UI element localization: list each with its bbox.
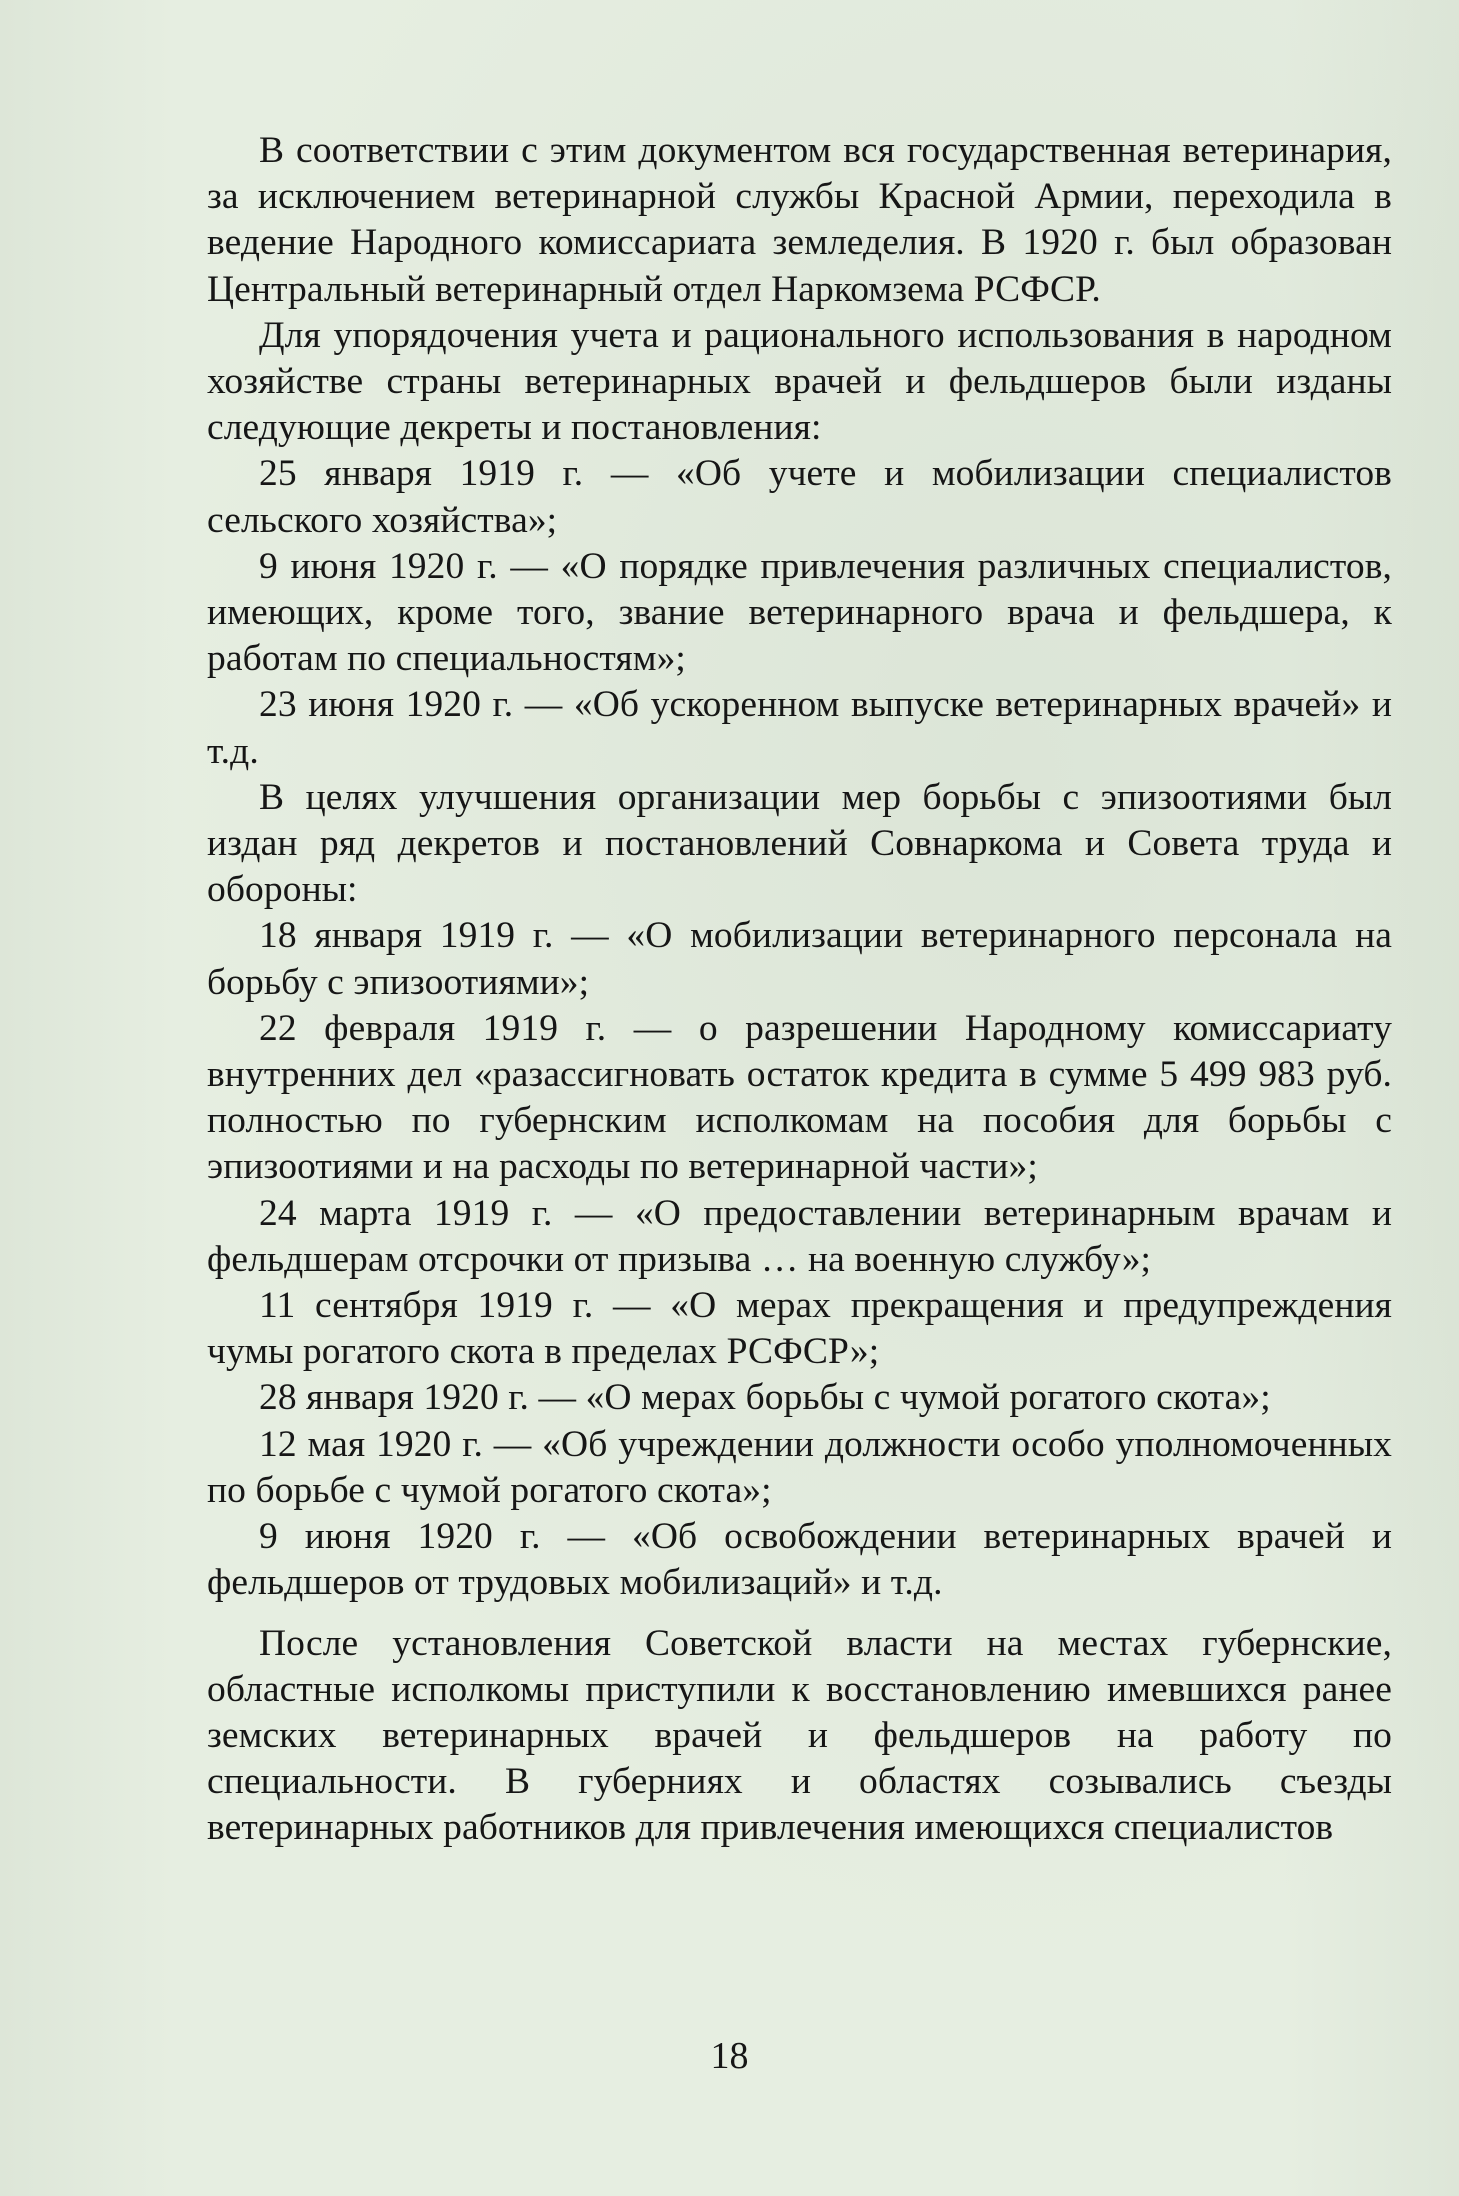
paragraph-decrees-intro: Для упорядочения учета и рационального использования в народном хозяйстве страны ветеринарных врачей и фельдшеров были изданы следующие декреты и постановления:	[207, 314, 1392, 449]
page-number: 18	[710, 2035, 749, 2077]
decree-item: 24 марта 1919 г. — «О предоставлении ветеринарным врачам и фельдшерам отсрочки от призыва … на военную службу»;	[207, 1192, 1392, 1280]
paragraph-restoration: После установления Советской власти на местах губернские, областные исполкомы приступили к восстановлению имевшихся ранее земских ветеринарных врачей и фельдшеров на работу по специальности. В губерниях и областях созывались съезды ветеринарных работников для привлечения имеющихся специалистов	[207, 1622, 1392, 1849]
decree-item: 28 января 1920 г. — «О мерах борьбы с чумой рогатого скота»;	[259, 1377, 1271, 1419]
decree-item: 9 июня 1920 г. — «Об освобождении ветеринарных врачей и фельдшеров от трудовых мобилизаций» и т.д.	[207, 1516, 1392, 1604]
decree-item: 18 января 1919 г. — «О мобилизации ветеринарного персонала на борьбу с эпизоотиями»;	[207, 915, 1392, 1003]
decree-item: 23 июня 1920 г. — «Об ускоренном выпуске ветеринарных врачей» и т.д.	[207, 684, 1392, 772]
paragraph-epizootic-intro: В целях улучшения организации мер борьбы с эпизоотиями был издан ряд декретов и постановлений Совнаркома и Совета труда и обороны:	[207, 776, 1392, 911]
decree-item: 22 февраля 1919 г. — о разрешении Народному комиссариату внутренних дел «разассигновать остаток кредита в сумме 5 499 983 руб. полностью по губернским исполкомам на пособия для борьбы с эпизоотиями и на расходы по ветеринарной части»;	[207, 1007, 1392, 1188]
decree-item: 25 января 1919 г. — «Об учете и мобилизации специалистов сельского хозяйства»;	[207, 453, 1392, 541]
paragraph-veterinary-transfer: В соответствии с этим документом вся государственная ветеринария, за исключением ветеринарной службы Красной Армии, переходила в ведение Народного комиссариата земледелия. В 1920 г. был образован Центральный ветеринарный отдел Наркомзема РСФСР.	[207, 130, 1392, 310]
decree-item: 9 июня 1920 г. — «О порядке привлечения различных специалистов, имеющих, кроме того, звание ветеринарного врача и фельдшера, к работам по специальностям»;	[207, 545, 1392, 680]
decree-item: 11 сентября 1919 г. — «О мерах прекращения и предупреждения чумы рогатого скота в пределах РСФСР»;	[207, 1285, 1392, 1373]
body-text	[207, 128, 1392, 1852]
decree-item: 12 мая 1920 г. — «Об учреждении должности особо уполномоченных по борьбе с чумой рогатого скота»;	[207, 1423, 1392, 1511]
